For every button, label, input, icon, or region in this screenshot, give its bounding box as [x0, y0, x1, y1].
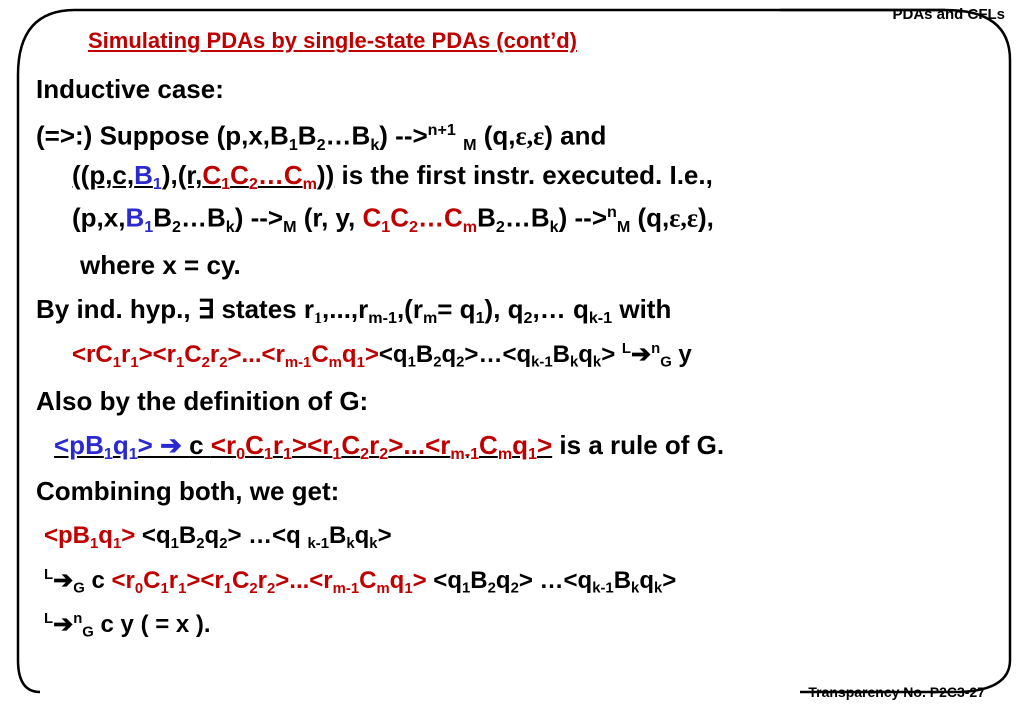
section-label: PDAs and CFLs: [892, 6, 1005, 23]
derives-arrow-icon: ➔: [53, 610, 74, 638]
line-combined-2: $^L➔_G$ $c <r_0C_1r_1><r_1C_2r_2>...<r_{m-1}C_mq_1> <q_1B_2q_2>$ $\dots<q_{k-1}B_kq_k>$: [44, 566, 677, 597]
slide-title: Simulating PDAs by single-state PDAs (cont’d): [88, 28, 577, 53]
line-derivation-1: $<rC_1r_1><r_1C_2r_2>...<r_{m-1}C_mq_1><q_1B_2q_2>\dots<q_{k-1}B_kq_k>$ $^L$➔$^n_G$ y: [72, 340, 692, 371]
line-inductive-case: Inductive case:: [36, 74, 224, 104]
line-where: where x = cy.: [80, 250, 241, 280]
line-combined-3: $^L$➔$^n_G$ c y ( = x ).: [44, 610, 211, 641]
line-suppose: (=>:) Suppose $(p,x,B_1B_2\dots B_k)$ -->$^{n+1}$ $_M$ (q,ε,ε) and: [36, 120, 607, 154]
page-number: Transparency No. P2C3-27: [808, 684, 985, 700]
line-also: Also by the definition of G:: [36, 386, 369, 416]
line-combining: Combining both, we get:: [36, 476, 340, 506]
derives-arrow-icon: ➔: [53, 566, 74, 594]
line-combined-1: $<pB_1q_1> <q_1B_2q_2>$ …<q $_{k-1}B_kq_k>$: [44, 522, 392, 552]
derives-arrow-icon: ➔: [630, 340, 652, 368]
line-ie: $(p,x,B_1B_2\dots B_k)$ $-->_M$ (r, y, $C_1C_2\dots C_mB_2\dots B_k$) -->$^n_M$ (q,ε,ε),: [72, 202, 714, 236]
line-first-instr: $((p,c,B_1),(r,C_1C_2\dots C_m))$ is the first instr. executed. I.e.,: [72, 160, 713, 194]
line-ind-hyp: By ind. hyp., ∃ states $r_1,...,r_{m-1},(r_m= q_1)$, $q_2,\dots$ $q_{k-1}$ with: [36, 294, 672, 328]
line-rule: $<pB_1q_1>$ ➔ $c <r_0C_1r_1><r_1C_2r_2>...<r_{m-1}C_mq_1>$ is a rule of G.: [54, 430, 725, 464]
